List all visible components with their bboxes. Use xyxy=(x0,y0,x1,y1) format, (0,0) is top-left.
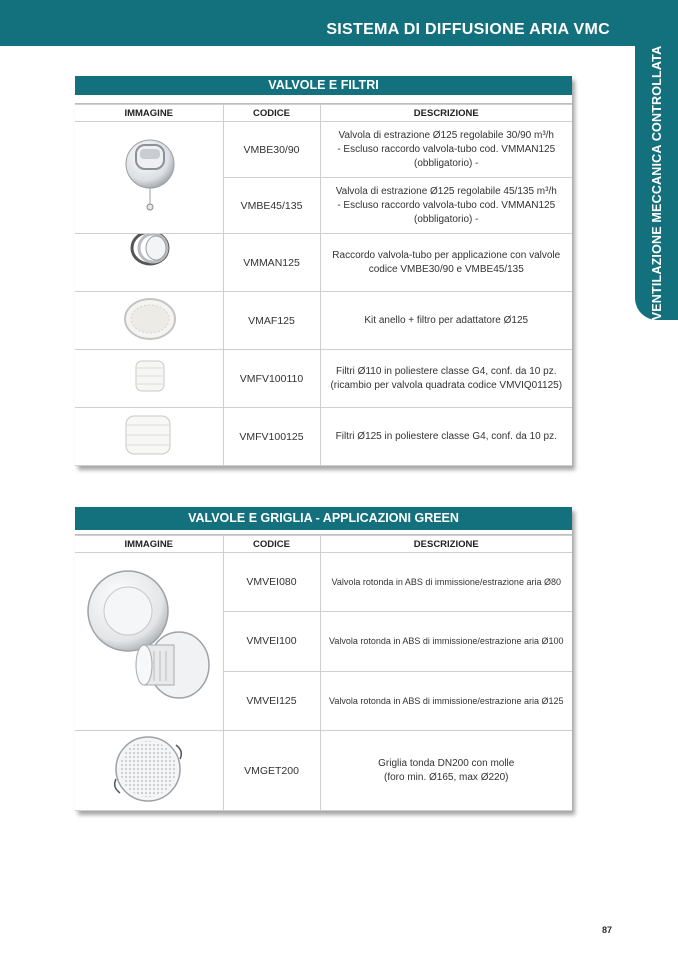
table-row xyxy=(75,408,572,466)
product-description: Valvola rotonda in ABS di immissione/estrazione aria Ø80 xyxy=(320,553,572,612)
product-description: Filtri Ø110 in poliestere classe G4, conf. da 10 pz. (ricambio per valvola quadrata codice VMVIQ01125) xyxy=(320,350,572,408)
product-code: VMMAN125 xyxy=(223,234,320,292)
product-description: Kit anello + filtro per adattatore Ø125 xyxy=(320,292,572,350)
green-valves-panel xyxy=(75,507,572,811)
product-code: VMFV100125 xyxy=(223,408,320,466)
table-row xyxy=(75,350,572,408)
valves-filters-table xyxy=(75,104,572,466)
table-row xyxy=(75,731,572,811)
column-header: IMMAGINE xyxy=(75,536,223,553)
table-header-row xyxy=(75,105,572,122)
column-header: IMMAGINE xyxy=(75,105,223,122)
table-row xyxy=(75,122,572,178)
column-header: CODICE xyxy=(223,105,320,122)
column-header: DESCRIZIONE xyxy=(320,536,572,553)
round-valves-image xyxy=(76,553,222,727)
section-side-label: VENTILAZIONE MECCANICA CONTROLLATA xyxy=(649,45,664,321)
product-code: VMBE30/90 xyxy=(223,122,320,178)
product-image-cell xyxy=(75,553,223,731)
green-valves-table xyxy=(75,535,572,811)
product-description: Valvola rotonda in ABS di immissione/estrazione aria Ø100 xyxy=(320,612,572,671)
table-row xyxy=(75,292,572,350)
product-description: Valvola di estrazione Ø125 regolabile 30/90 m³/h - Escluso raccordo valvola-tubo cod. VMMAN125 (obbligatorio) - xyxy=(320,122,572,178)
green-valves-title: VALVOLE E GRIGLIA - APPLICAZIONI GREEN xyxy=(75,507,572,530)
product-code: VMFV100110 xyxy=(223,350,320,408)
product-description: Griglia tonda DN200 con molle (foro min. Ø165, max Ø220) xyxy=(320,731,572,811)
round-grille-image xyxy=(76,731,222,807)
product-code: VMAF125 xyxy=(223,292,320,350)
filter-cylinder-image xyxy=(76,350,222,404)
section-side-tab xyxy=(635,46,678,320)
product-code: VMVEI100 xyxy=(223,612,320,671)
product-code: VMVEI080 xyxy=(223,553,320,612)
filter-ring-image xyxy=(76,292,222,346)
product-image-cell xyxy=(75,350,223,408)
table-header-row xyxy=(75,536,572,553)
product-description: Raccordo valvola-tubo per applicazione con valvole codice VMBE30/90 e VMBE45/135 xyxy=(320,234,572,292)
page-title: SISTEMA DI DIFFUSIONE ARIA VMC xyxy=(326,21,610,38)
header-bar xyxy=(0,0,678,46)
column-header: CODICE xyxy=(223,536,320,553)
product-code: VMVEI125 xyxy=(223,671,320,730)
product-image-cell xyxy=(75,234,223,292)
product-image-cell xyxy=(75,731,223,811)
extraction-valve-image xyxy=(76,122,222,230)
filter-cylinder-image xyxy=(76,408,222,462)
column-header: DESCRIZIONE xyxy=(320,105,572,122)
product-description: Valvola rotonda in ABS di immissione/estrazione aria Ø125 xyxy=(320,671,572,730)
product-code: VMGET200 xyxy=(223,731,320,811)
page-number: 87 xyxy=(602,925,613,935)
product-description: Filtri Ø125 in poliestere classe G4, conf. da 10 pz. xyxy=(320,408,572,466)
valves-filters-title: VALVOLE E FILTRI xyxy=(75,76,572,95)
valves-filters-panel xyxy=(75,76,572,466)
table-row xyxy=(75,234,572,292)
product-description: Valvola di estrazione Ø125 regolabile 45/135 m³/h - Escluso raccordo valvola-tubo cod. VMMAN125 (obbligatorio) - xyxy=(320,178,572,234)
product-image-cell xyxy=(75,122,223,234)
product-image-cell xyxy=(75,292,223,350)
product-image-cell xyxy=(75,408,223,466)
table-row xyxy=(75,553,572,612)
ring-connector-image xyxy=(76,234,222,288)
product-code: VMBE45/135 xyxy=(223,178,320,234)
